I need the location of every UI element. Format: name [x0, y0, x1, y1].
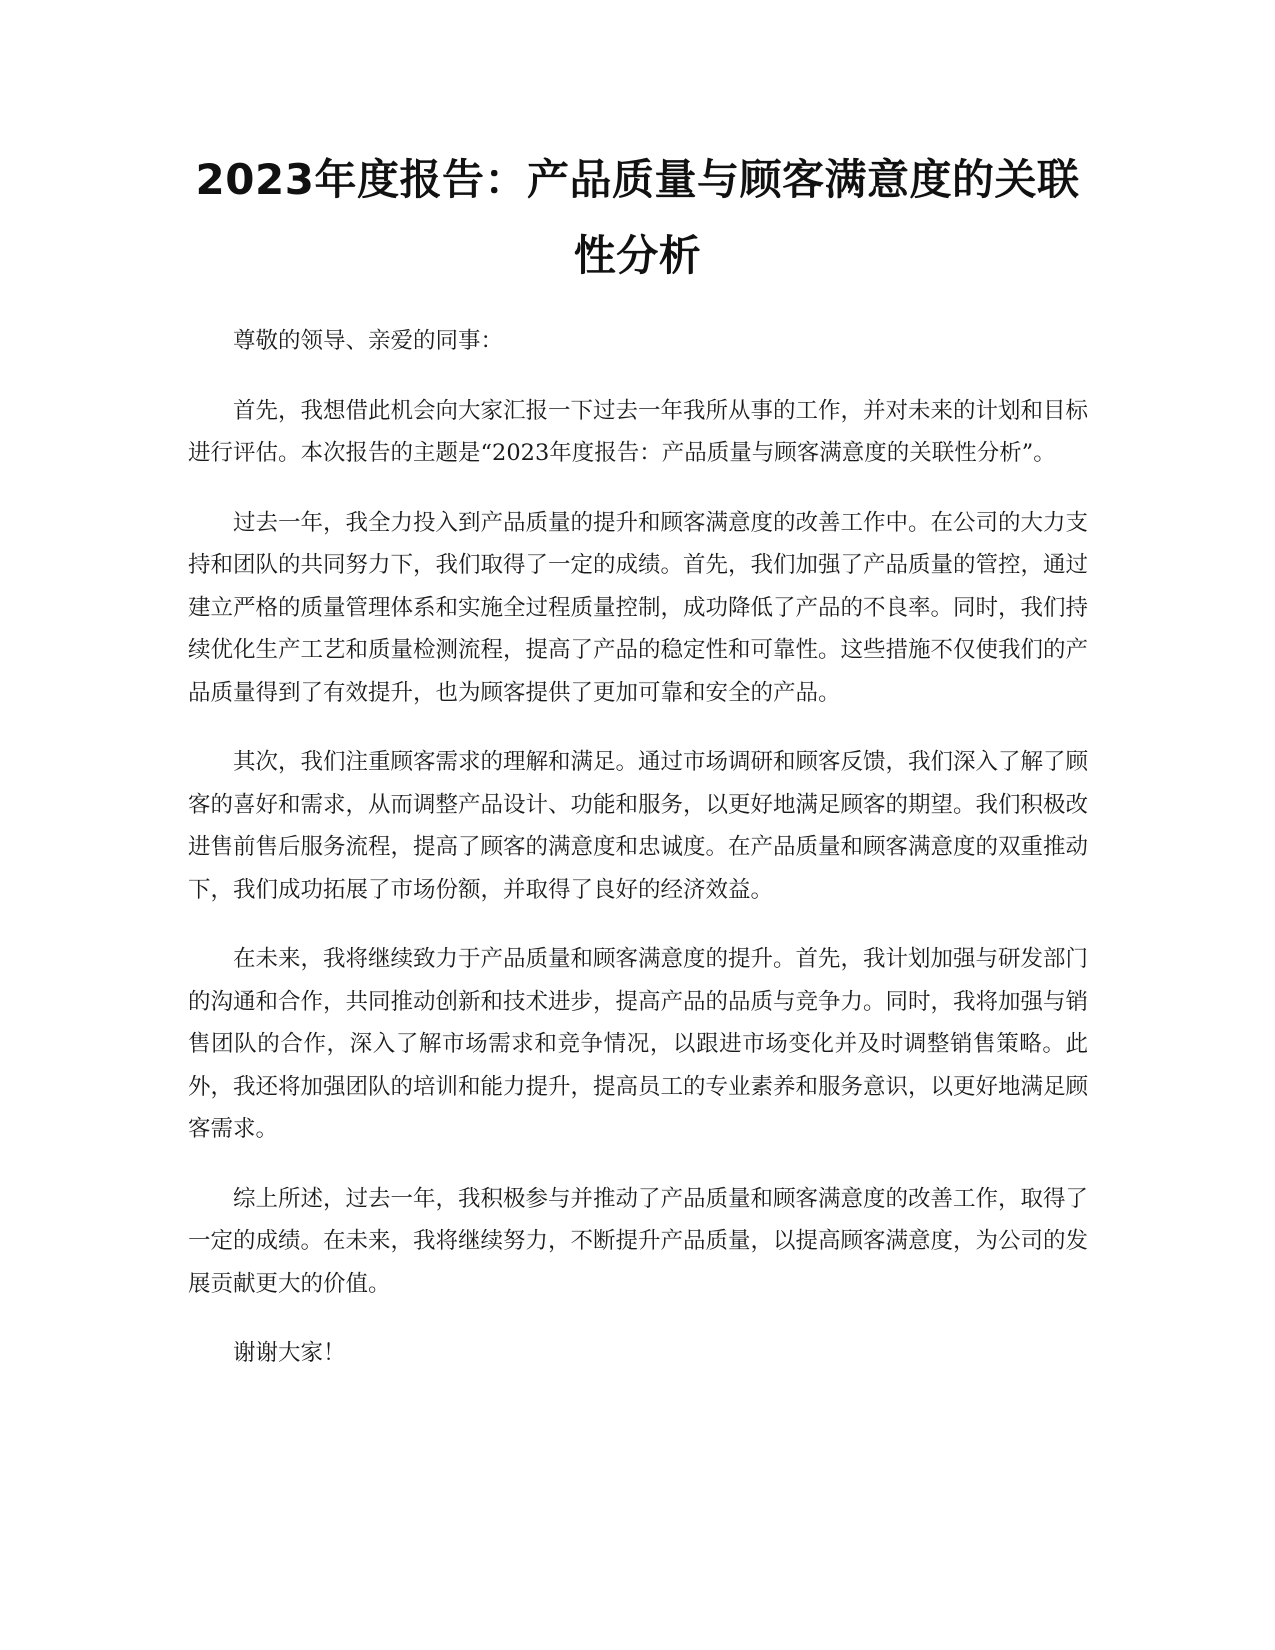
document-body	[188, 320, 1088, 1402]
closing-paragraph: 谢谢大家！	[233, 1340, 346, 1366]
body-paragraph: 综上所述，过去一年，我积极参与并推动了产品质量和顾客满意度的改善工作，取得了一定的成绩。在未来，我将继续努力，不断提升产品质量，以提高顾客满意度，为公司的发展贡献更大的价值。	[188, 1185, 1089, 1297]
body-paragraph: 过去一年，我全力投入到产品质量的提升和顾客满意度的改善工作中。在公司的大力支持和团队的共同努力下，我们取得了一定的成绩。首先，我们加强了产品质量的管控，通过建立严格的质量管理体系和实施全过程质量控制，成功降低了产品的不良率。同时，我们持续优化生产工艺和质量检测流程，提高了产品的稳定性和可靠性。这些措施不仅使我们的产品质量得到了有效提升，也为顾客提供了更加可靠和安全的产品。	[188, 509, 1089, 706]
document-title: 2023年度报告：产品质量与顾客满意度的关联性分析	[195, 155, 1080, 280]
body-paragraph: 首先，我想借此机会向大家汇报一下过去一年我所从事的工作，并对未来的计划和目标进行评估。本次报告的主题是“2023年度报告：产品质量与顾客满意度的关联性分析”。	[188, 397, 1089, 466]
greeting-paragraph: 尊敬的领导、亲爱的同事：	[233, 328, 504, 354]
body-paragraph: 在未来，我将继续致力于产品质量和顾客满意度的提升。首先，我计划加强与研发部门的沟通和合作，共同推动创新和技术进步，提高产品的品质与竞争力。同时，我将加强与销售团队的合作，深入了解市场需求和竞争情况，以跟进市场变化并及时调整销售策略。此外，我还将加强团队的培训和能力提升，提高员工的专业素养和服务意识，以更好地满足顾客需求。	[188, 946, 1089, 1142]
body-paragraph: 其次，我们注重顾客需求的理解和满足。通过市场调研和顾客反馈，我们深入了解了顾客的喜好和需求，从而调整产品设计、功能和服务，以更好地满足顾客的期望。我们积极改进售前售后服务流程，提高了顾客的满意度和忠诚度。在产品质量和顾客满意度的双重推动下，我们成功拓展了市场份额，并取得了良好的经济效益。	[188, 749, 1089, 903]
